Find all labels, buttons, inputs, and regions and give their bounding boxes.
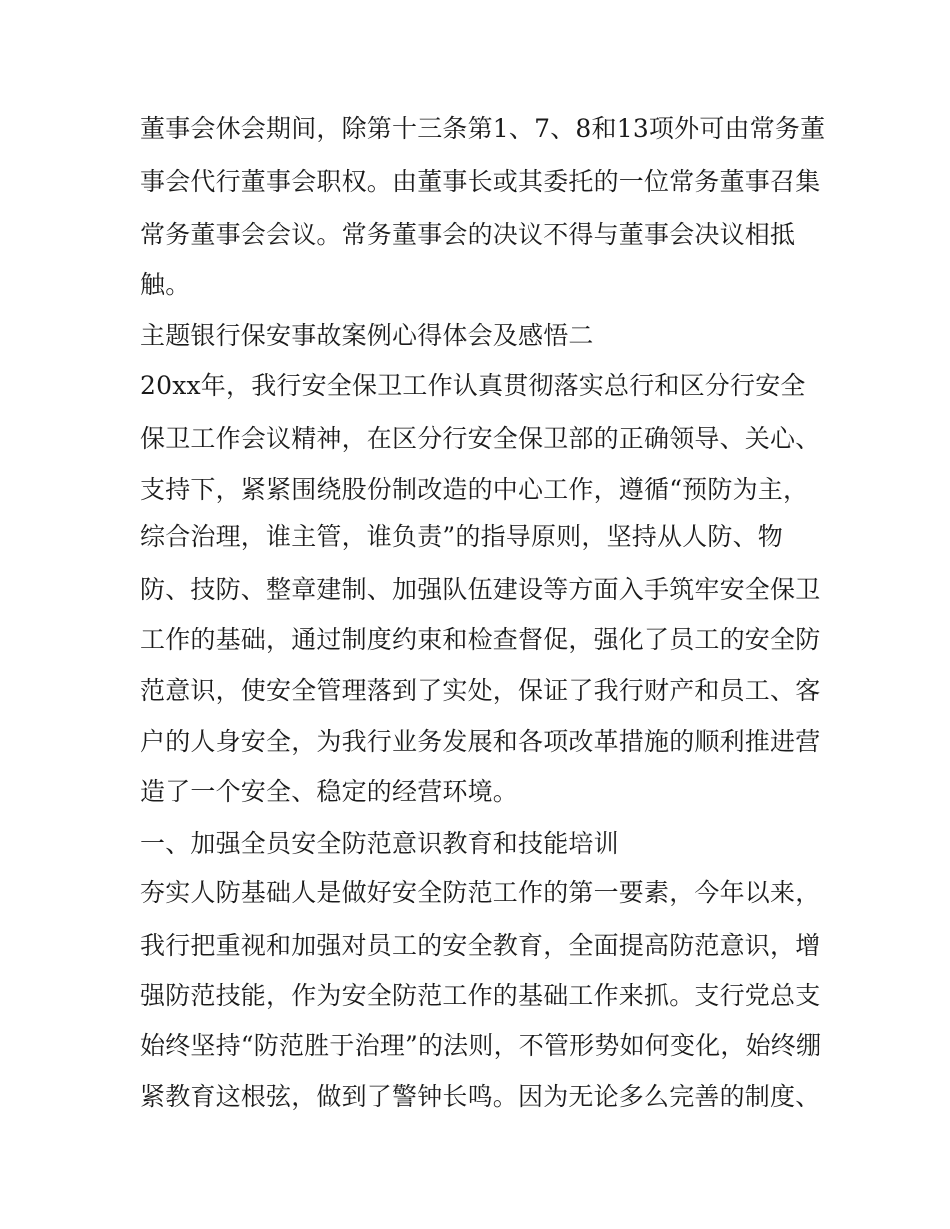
text-line: 强防范技能，作为安全防范工作的基础工作来抓。支行党总支 xyxy=(140,981,821,1010)
text-line: 我行把重视和加强对员工的安全教育，全面提高防范意识，增 xyxy=(140,931,821,960)
section-heading: 一、加强全员安全防范意识教育和技能培训 xyxy=(140,829,619,858)
text-line: 常务董事会会议。常务董事会的决议不得与董事会决议相抵 xyxy=(140,220,796,249)
text-line: 20xx年，我行安全保卫工作认真贯彻落实总行和区分行安全 xyxy=(140,371,806,400)
text-line: 造了一个安全、稳定的经营环境。 xyxy=(140,777,519,806)
text-line: 夯实人防基础人是做好安全防范工作的第一要素，今年以来， xyxy=(140,878,821,907)
text-line: 董事会休会期间，除第十三条第1、7、8和13项外可由常务董 xyxy=(140,114,826,143)
text-line: 紧教育这根弦，做到了警钟长鸣。因为无论多么完善的制度、 xyxy=(140,1082,821,1111)
text-line: 触。 xyxy=(140,270,191,299)
text-line: 户的人身安全，为我行业务发展和各项改革措施的顺利推进营 xyxy=(140,727,821,756)
text-line: 支持下，紧紧围绕股份制改造的中心工作，遵循“预防为主， xyxy=(140,475,809,504)
text-line: 范意识，使安全管理落到了实处，保证了我行财产和员工、客 xyxy=(140,676,821,705)
text-line: 防、技防、整章建制、加强队伍建设等方面入手筑牢安全保卫 xyxy=(140,575,821,604)
text-line: 事会代行董事会职权。由董事长或其委托的一位常务董事召集 xyxy=(140,167,821,196)
text-line: 保卫工作会议精神，在区分行安全保卫部的正确领导、关心、 xyxy=(140,424,821,453)
text-line: 综合治理，谁主管，谁负责”的指导原则，坚持从人防、物 xyxy=(140,522,783,551)
text-line: 始终坚持“防范胜于治理”的法则，不管形势如何变化，始终绷 xyxy=(140,1031,822,1060)
text-line: 工作的基础，通过制度约束和检查督促，强化了员工的安全防 xyxy=(140,625,821,654)
section-heading: 主题银行保安事故案例心得体会及感悟二 xyxy=(140,321,594,350)
